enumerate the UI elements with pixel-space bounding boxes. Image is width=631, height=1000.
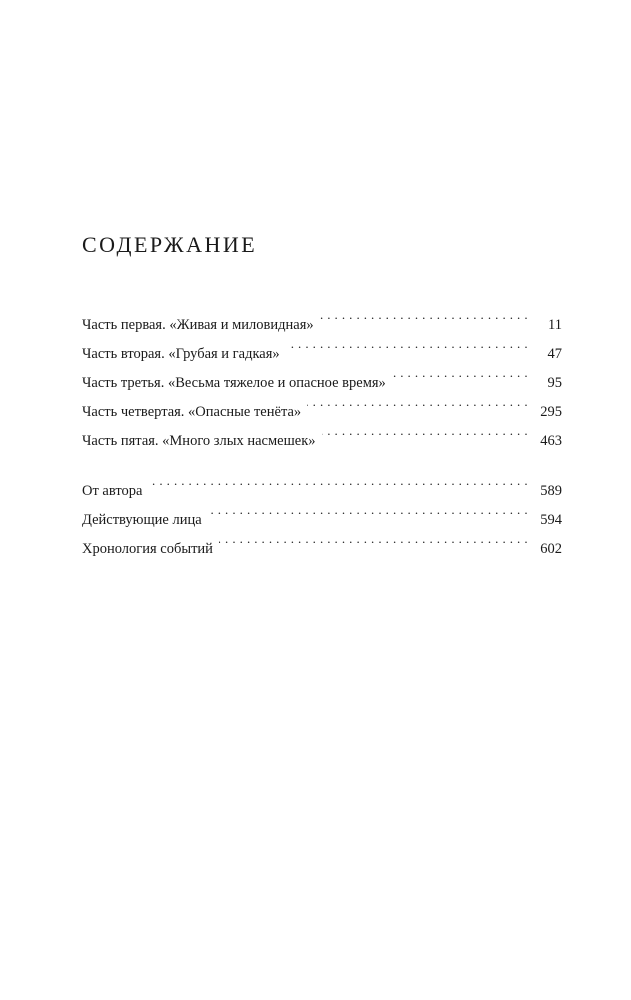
toc-entry-label: Часть четвертая. «Опасные тенёта» xyxy=(82,404,302,420)
toc-parts-list xyxy=(82,300,562,449)
toc-leader-dots xyxy=(208,495,528,524)
toc-entry-page: 589 xyxy=(540,483,562,499)
toc-entry-page: 602 xyxy=(540,541,562,557)
toc-entry-page: 47 xyxy=(547,346,562,362)
toc-entry-page: 463 xyxy=(540,433,562,449)
toc-entry-page: 295 xyxy=(540,404,562,420)
toc-entry-label: Часть вторая. «Грубая и гадкая» xyxy=(82,346,280,362)
toc-appendix-list xyxy=(82,466,562,557)
toc-entry-label: Часть третья. «Весьма тяжелое и опасное время» xyxy=(82,375,386,391)
toc-entry-label: Хронология событий xyxy=(82,541,213,557)
toc-leader-dots xyxy=(307,387,528,416)
toc-leader-dots xyxy=(219,524,528,553)
toc-entry xyxy=(82,495,562,528)
toc-leader-dots xyxy=(322,416,528,445)
toc-entry-label: Часть первая. «Живая и миловидная» xyxy=(82,317,314,333)
toc-entry-label: Действующие лица xyxy=(82,512,202,528)
toc-entry-page: 11 xyxy=(548,317,562,333)
toc-entry-label: Часть пятая. «Много злых насмешек» xyxy=(82,433,316,449)
toc-entry-label: От автора xyxy=(82,483,143,499)
toc-entry-page: 594 xyxy=(540,512,562,528)
toc-entry xyxy=(82,300,562,333)
toc-leader-dots xyxy=(392,358,528,387)
toc-title: содержание xyxy=(82,224,258,259)
toc-entry xyxy=(82,466,562,499)
toc-leader-dots xyxy=(148,466,528,495)
toc-leader-dots xyxy=(320,300,528,329)
toc-leader-dots xyxy=(286,329,528,358)
toc-entry-page: 95 xyxy=(547,375,562,391)
